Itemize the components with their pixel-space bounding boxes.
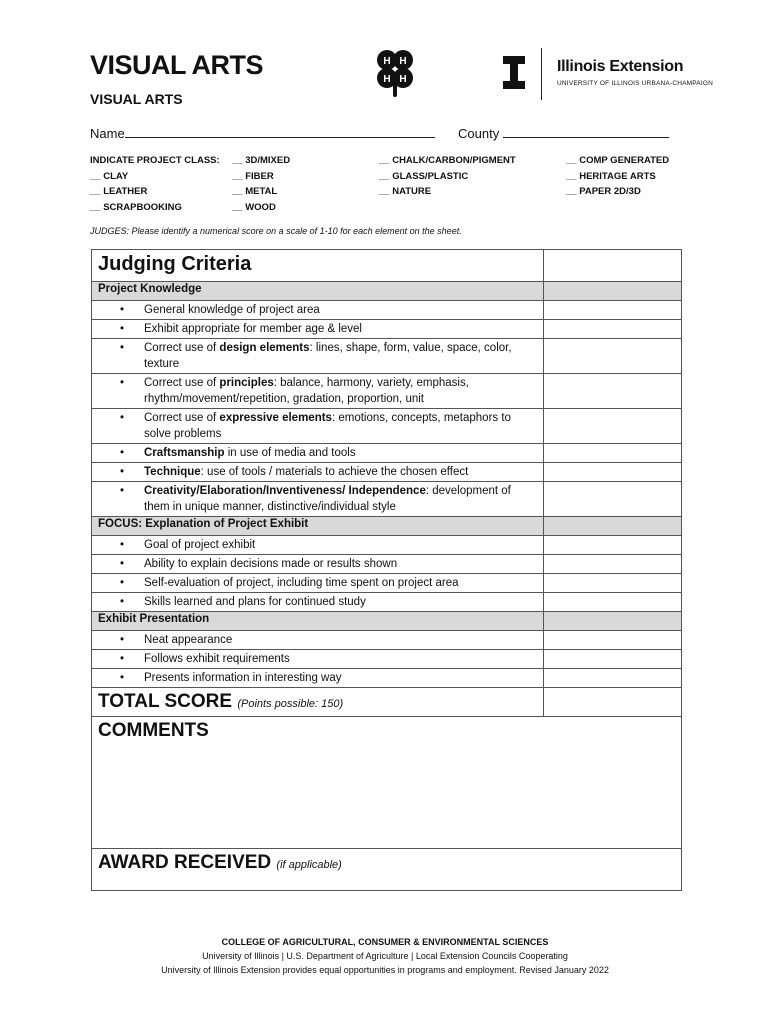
section-row: [92, 517, 682, 536]
criteria-heading: Judging Criteria: [92, 250, 544, 282]
criterion-text: [92, 320, 544, 339]
criterion-row: [92, 482, 682, 517]
class-option[interactable]: __ METAL: [232, 186, 278, 197]
illinois-block-i-logo-icon: [503, 56, 525, 89]
class-option[interactable]: __ HERITAGE ARTS: [566, 170, 656, 182]
criterion-text-plain: : use of tools / materials to achieve the chosen effect: [200, 466, 469, 478]
criterion-text-plain: : balance, harmony, variety, emphasis, rhythm/movement/repetition, gradation, proportion, unit: [144, 377, 469, 405]
criterion-text-plain: Self-evaluation of project, including time spent on project area: [144, 577, 459, 589]
criterion-text: [92, 463, 544, 482]
criterion-row: [92, 555, 682, 574]
bullet-icon: •: [120, 539, 125, 551]
page-subtitle: VISUAL ARTS: [90, 91, 183, 107]
score-cell[interactable]: [544, 409, 682, 444]
bullet-icon: •: [120, 447, 125, 459]
criterion-text-plain: in use of media and tools: [224, 447, 356, 459]
name-field[interactable]: [90, 124, 435, 141]
criterion-text: [92, 409, 544, 444]
score-cell[interactable]: [544, 536, 682, 555]
score-cell[interactable]: [544, 612, 682, 631]
bullet-icon: •: [120, 466, 125, 478]
bullet-icon: •: [120, 342, 125, 354]
score-cell[interactable]: [544, 250, 682, 282]
total-score-note: (Points possible: 150): [237, 698, 344, 710]
total-score-row: [92, 688, 682, 717]
criterion-row: [92, 669, 682, 688]
class-option[interactable]: __ LEATHER: [90, 186, 148, 197]
footer: [0, 935, 770, 977]
criterion-text-plain: : lines, shape, form, value, space, color, texture: [144, 342, 512, 370]
criterion-text-plain: General knowledge of project area: [144, 304, 320, 316]
criterion-text-bold: Creativity/Elaboration/Inventiveness/ Independence: [144, 485, 426, 497]
comments-box[interactable]: [92, 717, 682, 849]
criterion-row: [92, 374, 682, 409]
class-option[interactable]: __ GLASS/PLASTIC: [379, 170, 469, 182]
svg-text:H: H: [399, 74, 407, 85]
award-label: AWARD RECEIVED: [98, 852, 272, 873]
criterion-row: [92, 631, 682, 650]
class-option[interactable]: __ FIBER: [232, 170, 274, 182]
class-column-2: [232, 153, 290, 215]
four-h-clover-logo-icon: [372, 46, 418, 98]
criterion-text: [92, 593, 544, 612]
criterion-text: [92, 555, 544, 574]
footer-college: COLLEGE OF AGRICULTURAL, CONSUMER & ENVIRONMENTAL SCIENCES: [221, 937, 549, 947]
score-cell[interactable]: [544, 339, 682, 374]
total-score-cell[interactable]: [544, 688, 682, 717]
criterion-text: [92, 650, 544, 669]
award-box[interactable]: [92, 849, 682, 891]
total-score-label: TOTAL SCORE: [98, 691, 233, 712]
criterion-text-bold: design elements: [219, 342, 310, 354]
class-option[interactable]: __ CLAY: [90, 170, 129, 182]
illinois-extension-name: Illinois Extension: [557, 58, 684, 75]
class-option[interactable]: __ PAPER 2D/3D: [566, 186, 641, 197]
score-cell[interactable]: [544, 482, 682, 517]
criterion-row: [92, 339, 682, 374]
bullet-icon: •: [120, 577, 125, 589]
score-cell[interactable]: [544, 320, 682, 339]
logo-divider: [541, 48, 542, 100]
bullet-icon: •: [120, 323, 125, 335]
criteria-heading-row: [92, 250, 682, 282]
criterion-row: [92, 650, 682, 669]
class-column-4: [566, 153, 669, 200]
score-cell[interactable]: [544, 650, 682, 669]
criterion-text: [92, 444, 544, 463]
criterion-row: [92, 593, 682, 612]
comments-row: [92, 717, 682, 849]
score-cell[interactable]: [544, 301, 682, 320]
criterion-text-plain: : development of them in unique manner, distinctive/individual style: [144, 485, 511, 513]
svg-text:H: H: [399, 56, 407, 67]
class-option[interactable]: __ SCRAPBOOKING: [90, 201, 182, 213]
criterion-text-plain: Follows exhibit requirements: [144, 653, 290, 665]
criterion-text: [92, 536, 544, 555]
class-option[interactable]: __ COMP GENERATED: [566, 155, 670, 166]
bullet-icon: •: [120, 377, 125, 389]
criterion-text-plain: Correct use of: [144, 412, 220, 424]
bullet-icon: •: [120, 634, 125, 646]
criterion-row: [92, 409, 682, 444]
criterion-text-plain: Skills learned and plans for continued study: [144, 596, 366, 608]
criterion-text-plain: Exhibit appropriate for member age & level: [144, 323, 362, 335]
award-note: (if applicable): [276, 859, 342, 871]
criterion-text: [92, 574, 544, 593]
criterion-text-plain: Neat appearance: [144, 634, 233, 646]
class-column-1: [90, 153, 220, 215]
criterion-text-bold: expressive elements: [219, 412, 332, 424]
score-cell[interactable]: [544, 574, 682, 593]
bullet-icon: •: [120, 672, 125, 684]
criterion-text-bold: Technique: [144, 466, 201, 478]
bullet-icon: •: [120, 412, 125, 424]
svg-text:H: H: [383, 56, 391, 67]
criterion-text-plain: Correct use of: [144, 342, 220, 354]
score-cell[interactable]: [544, 444, 682, 463]
county-underline[interactable]: [503, 124, 669, 138]
total-score-label-cell: [92, 688, 544, 717]
score-cell[interactable]: [544, 669, 682, 688]
score-cell[interactable]: [544, 463, 682, 482]
class-heading: INDICATE PROJECT CLASS:: [90, 155, 220, 166]
score-cell[interactable]: [544, 517, 682, 536]
county-field[interactable]: [458, 124, 669, 141]
bullet-icon: •: [120, 485, 125, 497]
section-row: [92, 612, 682, 631]
criterion-text-plain: : emotions, concepts, metaphors to solve problems: [144, 412, 511, 440]
criterion-text: [92, 669, 544, 688]
criterion-text: [92, 339, 544, 374]
class-option[interactable]: __ 3D/MIXED: [232, 155, 291, 166]
bullet-icon: •: [120, 558, 125, 570]
section-title: Project Knowledge: [92, 282, 544, 301]
illinois-extension-subline: UNIVERSITY OF ILLINOIS URBANA-CHAMPAIGN: [557, 80, 714, 87]
criterion-text-plain: Goal of project exhibit: [144, 539, 256, 551]
criterion-text: [92, 631, 544, 650]
criterion-row: [92, 463, 682, 482]
criterion-row: [92, 444, 682, 463]
criterion-text-bold: Craftsmanship: [144, 447, 225, 459]
criterion-row: [92, 301, 682, 320]
class-option[interactable]: __ NATURE: [379, 186, 432, 197]
award-row: [92, 849, 682, 891]
name-label: Name: [90, 126, 125, 141]
judging-criteria-table: [91, 249, 682, 891]
judges-instructions: JUDGES: Please identify a numerical score on a scale of 1-10 for each element on the sheet.: [90, 226, 462, 236]
section-row: [92, 282, 682, 301]
class-option[interactable]: __ WOOD: [232, 201, 276, 213]
bullet-icon: •: [120, 304, 125, 316]
footer-equal-opportunity: University of Illinois Extension provides equal opportunities in programs and employment. Revised January 2022: [161, 965, 609, 975]
class-option[interactable]: __ CHALK/CARBON/PIGMENT: [379, 155, 516, 166]
section-title: Exhibit Presentation: [92, 612, 544, 631]
criterion-text: [92, 374, 544, 409]
criterion-row: [92, 536, 682, 555]
score-cell[interactable]: [544, 631, 682, 650]
criterion-text-plain: Presents information in interesting way: [144, 672, 342, 684]
score-cell[interactable]: [544, 374, 682, 409]
criterion-row: [92, 574, 682, 593]
criterion-text-bold: principles: [219, 377, 274, 389]
bullet-icon: •: [120, 596, 125, 608]
name-underline[interactable]: [125, 124, 435, 138]
score-cell[interactable]: [544, 282, 682, 301]
score-cell[interactable]: [544, 555, 682, 574]
comments-label: COMMENTS: [98, 720, 209, 741]
criterion-row: [92, 320, 682, 339]
footer-affiliations: University of Illinois | U.S. Department of Agriculture | Local Extension Councils Cooperating: [202, 951, 568, 961]
criterion-text: [92, 301, 544, 320]
criterion-text-plain: Correct use of: [144, 377, 220, 389]
page-title: VISUAL ARTS: [90, 50, 264, 80]
county-label: County: [458, 126, 500, 141]
criterion-text-plain: Ability to explain decisions made or results shown: [144, 558, 398, 570]
criterion-text: [92, 482, 544, 517]
svg-text:H: H: [383, 74, 391, 85]
score-cell[interactable]: [544, 593, 682, 612]
bullet-icon: •: [120, 653, 125, 665]
section-title: FOCUS: Explanation of Project Exhibit: [92, 517, 544, 536]
class-column-3: [379, 153, 516, 200]
